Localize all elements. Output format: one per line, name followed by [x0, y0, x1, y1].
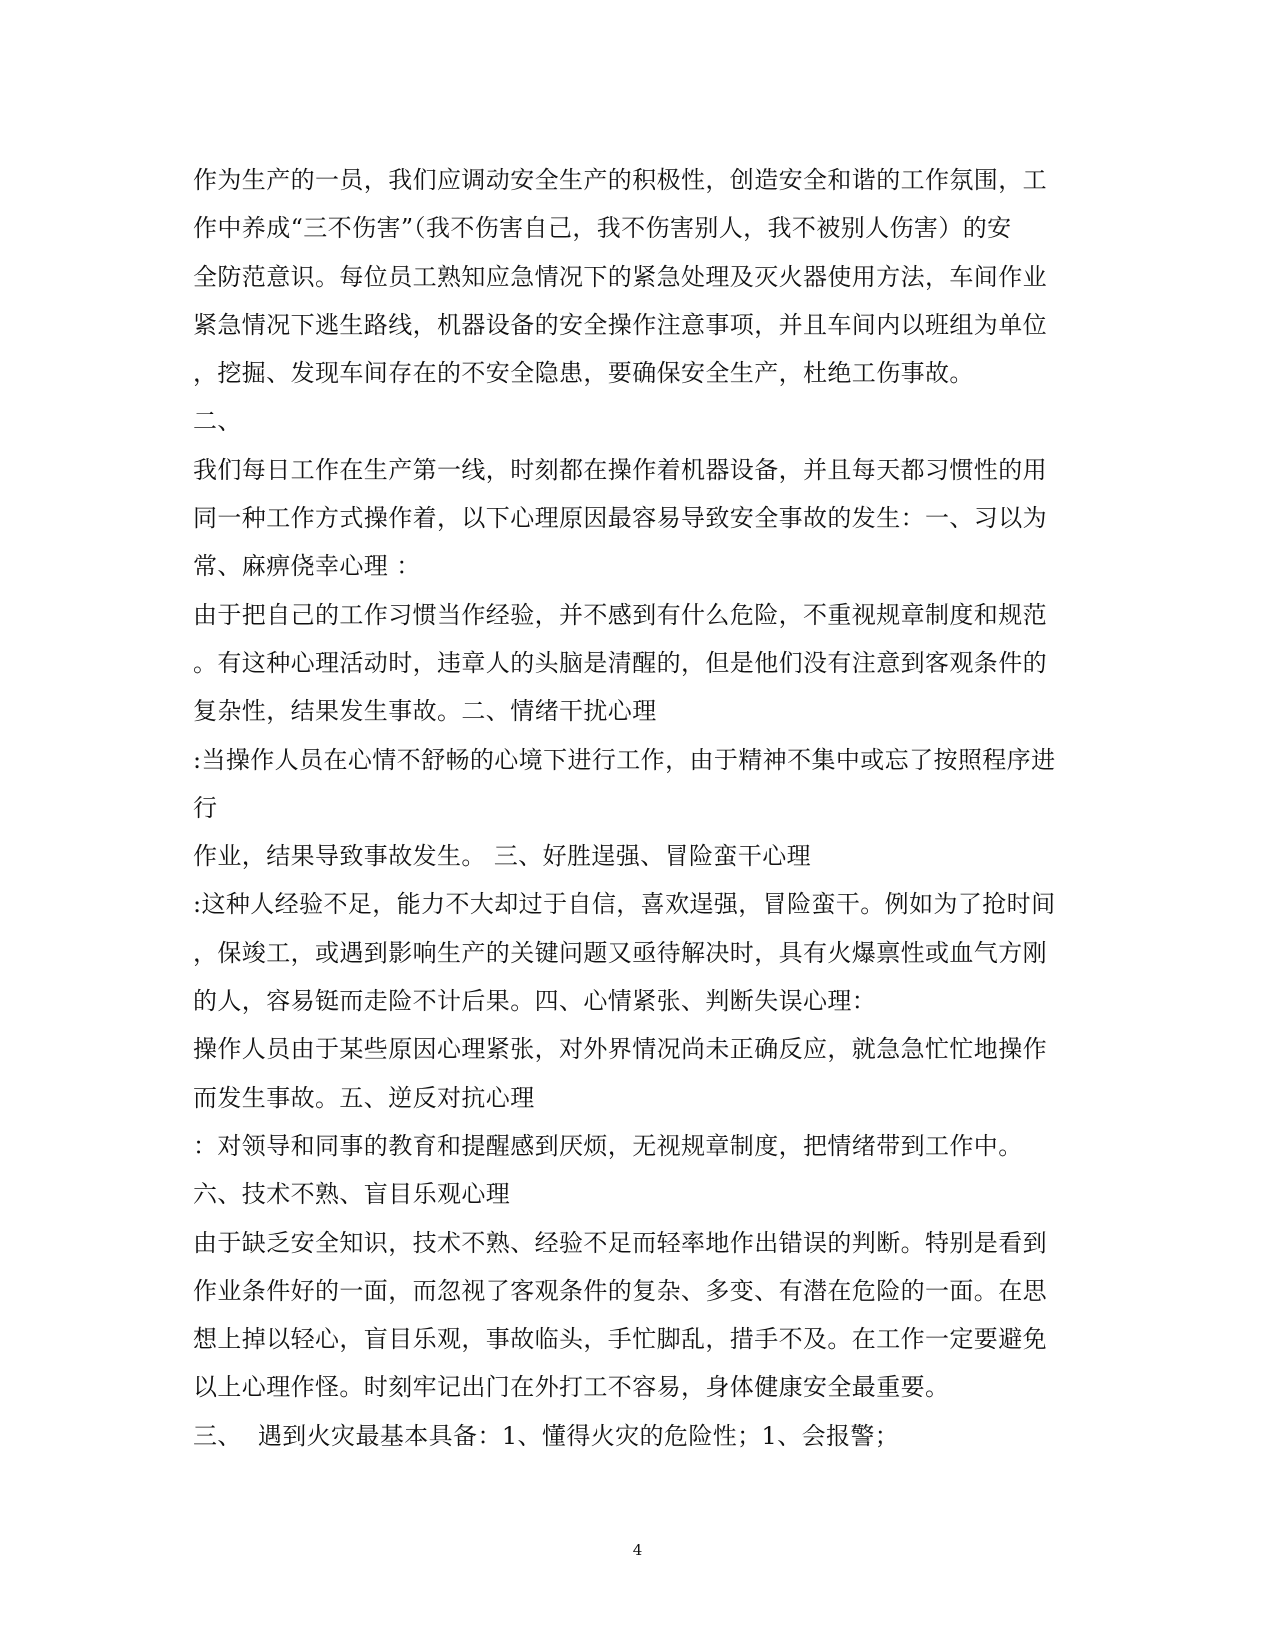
text-line: 作业条件好的一面，而忽视了客观条件的复杂、多变、有潜在危险的一面。在思: [193, 1276, 1047, 1305]
text-line: ，挖掘、发现车间存在的不安全隐患，要确保安全生产，杜绝工伤事故。: [193, 359, 974, 388]
text-line: 作业，结果导致事故发生。 三、好胜逞强、冒险蛮干心理: [193, 842, 812, 871]
text-line: ：对领导和同事的教育和提醒感到厌烦，无视规章制度，把情绪带到工作中。: [193, 1131, 1023, 1160]
page-number: 4: [632, 1541, 643, 1559]
section-heading: 三、 遇到火灾最基本具备：1、懂得火灾的危险性；1、会报警；: [193, 1421, 900, 1450]
text-line: 全防范意识。每位员工熟知应急情况下的紧急处理及灭火器使用方法，车间作业: [193, 262, 1047, 291]
text-line: ，保竣工，或遇到影响生产的关键问题又亟待解决时，具有火爆禀性或血气方刚: [193, 938, 1047, 967]
text-line: :这种人经验不足，能力不大却过于自信，喜欢逞强，冒险蛮干。例如为了抢时间: [193, 890, 1056, 919]
body-text: [193, 156, 1093, 1460]
text-line: 我们每日工作在生产第一线，时刻都在操作着机器设备，并且每天都习惯性的用: [193, 455, 1047, 484]
text-line: 由于缺乏安全知识，技术不熟、经验不足而轻率地作出错误的判断。特别是看到: [193, 1228, 1047, 1257]
text-line: 以上心理作怪。时刻牢记出门在外打工不容易，身体健康安全最重要。: [193, 1373, 950, 1402]
text-line: 操作人员由于某些原因心理紧张，对外界情况尚未正确反应，就急急忙忙地操作: [193, 1035, 1047, 1064]
text-line: 由于把自己的工作习惯当作经验，并不感到有什么危险，不重视规章制度和规范: [193, 600, 1047, 629]
text-line: 。有这种心理活动时，违章人的头脑是清醒的，但是他们没有注意到客观条件的: [193, 648, 1047, 677]
text-line: 行: [193, 793, 218, 822]
text-line: :当操作人员在心情不舒畅的心境下进行工作，由于精神不集中或忘了按照程序进: [193, 745, 1056, 774]
text-line: 作为生产的一员，我们应调动安全生产的积极性，创造安全和谐的工作氛围，工: [193, 166, 1047, 194]
section-heading: 二、: [193, 407, 242, 436]
text-line: 而发生事故。五、逆反对抗心理: [193, 1083, 535, 1112]
text-line: 六、技术不熟、盲目乐观心理: [193, 1180, 511, 1209]
text-line: 同一种工作方式操作着，以下心理原因最容易导致安全事故的发生：一、习以为: [193, 504, 1047, 533]
text-line: 想上掉以轻心，盲目乐观，事故临头，手忙脚乱，措手不及。在工作一定要避免: [193, 1325, 1047, 1354]
text-line: 复杂性，结果发生事故。二、情绪干扰心理: [193, 697, 657, 726]
text-line: 常、麻痹侥幸心理 ：: [193, 552, 421, 581]
text-line: 紧急情况下逃生路线，机器设备的安全操作注意事项，并且车间内以班组为单位: [193, 310, 1047, 339]
text-line: 的人，容易铤而走险不计后果。四、心情紧张、判断失误心理：: [193, 987, 877, 1016]
text-line: 作中养成“三不伤害”（我不伤害自己，我不伤害别人，我不被别人伤害）的安: [193, 214, 1012, 243]
